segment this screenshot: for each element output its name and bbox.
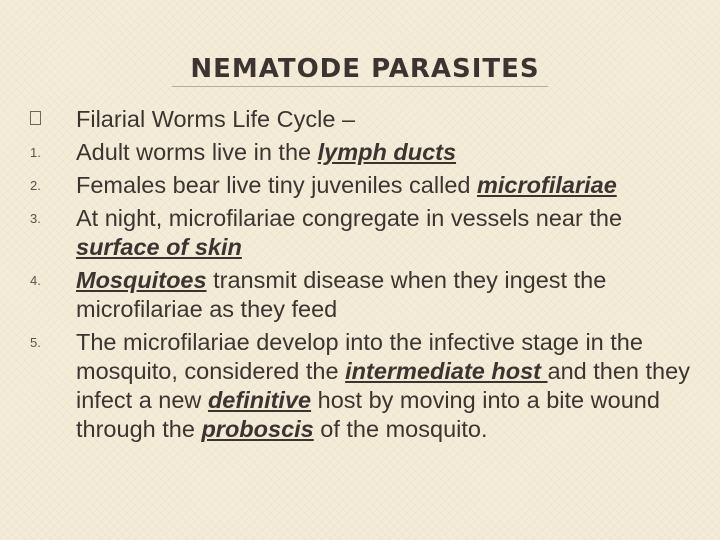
item-number: 4. bbox=[30, 273, 41, 288]
emphasized-term: lymph ducts bbox=[317, 139, 457, 165]
item-text: of the mosquito. bbox=[313, 416, 488, 442]
item-text: At night, microfilariae congregate in vessels near the bbox=[76, 205, 623, 231]
emphasized-term: microfilariae bbox=[477, 172, 617, 198]
list-item bbox=[30, 171, 695, 200]
item-text: Adult worms live in the bbox=[76, 139, 318, 165]
bullet-list bbox=[30, 105, 695, 448]
item-text: The microfilariae develop into the infective stage in the mosquito, considered the bbox=[76, 329, 643, 384]
item-number: 3. bbox=[30, 211, 41, 226]
item-text: Females bear live tiny juveniles called bbox=[76, 172, 477, 198]
list-item bbox=[30, 328, 695, 444]
item-number: 1. bbox=[30, 145, 41, 160]
emphasized-term: proboscis bbox=[201, 416, 314, 442]
item-number: 2. bbox=[30, 178, 41, 193]
list-item bbox=[30, 138, 695, 167]
list-item bbox=[30, 105, 695, 134]
checkbox-bullet-icon bbox=[30, 111, 41, 125]
list-item bbox=[30, 204, 695, 262]
item-text: Filarial Worms Life Cycle – bbox=[76, 106, 356, 132]
emphasized-term: intermediate host bbox=[345, 358, 548, 384]
item-text: and then they infect a new bbox=[76, 358, 690, 413]
emphasized-term: Mosquitoes bbox=[76, 267, 207, 293]
slide-title: NEMATODE PARASITES bbox=[190, 54, 540, 84]
emphasized-term: surface of skin bbox=[76, 234, 242, 260]
item-text: host by moving into a bite wound through the bbox=[76, 387, 660, 442]
list-item bbox=[30, 266, 695, 324]
item-number: 5. bbox=[30, 335, 41, 350]
emphasized-term: definitive bbox=[207, 387, 312, 413]
title-underline bbox=[172, 86, 548, 87]
item-text: transmit disease when they ingest the microfilariae as they feed bbox=[76, 267, 607, 322]
